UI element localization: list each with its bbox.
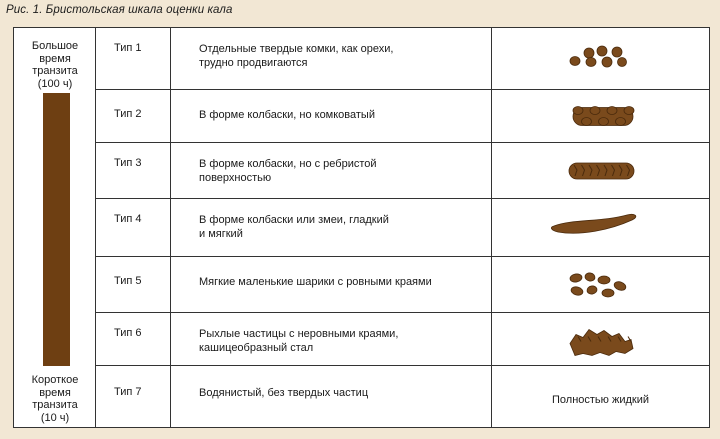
description-line: В форме колбаски, но комковатый xyxy=(199,109,375,121)
type-label: Тип 4 xyxy=(114,213,142,225)
type-cell xyxy=(96,257,171,312)
type-cell xyxy=(96,199,171,256)
description-cell xyxy=(171,90,492,142)
table-row xyxy=(96,257,709,313)
table-row xyxy=(96,143,709,199)
description-cell xyxy=(171,366,492,427)
type-cell xyxy=(96,28,171,89)
description-text xyxy=(199,213,389,241)
table-row xyxy=(96,366,709,427)
short-transit-label: Короткое время транзита (10 ч) xyxy=(31,374,79,424)
soft-blobs-icon xyxy=(492,257,709,313)
description-text xyxy=(199,42,393,70)
mushy-pieces-icon xyxy=(492,313,709,366)
description-text xyxy=(199,386,368,400)
liquid-label: Полностью жидкий xyxy=(552,394,649,406)
type-cell xyxy=(96,313,171,365)
long-transit-label: Большое время транзита (100 ч) xyxy=(31,40,79,90)
description-text xyxy=(199,327,398,355)
type-label: Тип 5 xyxy=(114,275,142,287)
description-cell xyxy=(171,257,492,312)
transit-time-column xyxy=(14,28,96,427)
cracked-sausage-icon xyxy=(492,143,709,199)
illustration-cell xyxy=(492,257,709,312)
description-line: поверхностью xyxy=(199,172,272,184)
illustration-cell xyxy=(492,28,709,89)
bristol-scale-table xyxy=(13,27,710,428)
type-cell xyxy=(96,143,171,198)
illustration-cell xyxy=(492,366,709,427)
illustration-cell xyxy=(492,199,709,256)
type-label: Тип 1 xyxy=(114,42,142,54)
description-cell xyxy=(171,28,492,89)
type-cell xyxy=(96,366,171,427)
description-line: и мягкий xyxy=(199,228,243,240)
type-rows xyxy=(96,28,709,427)
description-line: Мягкие маленькие шарики с ровными краями xyxy=(199,276,432,288)
table-row xyxy=(96,90,709,143)
description-text xyxy=(199,157,377,185)
hard-lumps-icon xyxy=(492,28,709,90)
description-text xyxy=(199,108,375,122)
description-cell xyxy=(171,313,492,365)
lumpy-sausage-icon xyxy=(492,90,709,143)
description-line: В форме колбаски или змеи, гладкий xyxy=(199,214,389,226)
type-label: Тип 7 xyxy=(114,386,142,398)
description-line: кашицеобразный стал xyxy=(199,342,314,354)
description-line: трудно продвигаются xyxy=(199,57,308,69)
description-line: В форме колбаски, но с ребристой xyxy=(199,158,377,170)
type-label: Тип 6 xyxy=(114,327,142,339)
description-cell xyxy=(171,143,492,198)
transit-time-bar xyxy=(43,93,70,366)
table-row xyxy=(96,313,709,366)
illustration-cell xyxy=(492,313,709,365)
description-line: Водянистый, без твердых частиц xyxy=(199,387,369,399)
type-cell xyxy=(96,90,171,142)
type-label: Тип 2 xyxy=(114,108,142,120)
illustration-cell xyxy=(492,143,709,198)
smooth-snake-icon xyxy=(492,199,709,257)
table-row xyxy=(96,199,709,257)
description-line: Рыхлые частицы с неровными краями, xyxy=(199,328,399,340)
table-row xyxy=(96,28,709,90)
type-label: Тип 3 xyxy=(114,157,142,169)
description-text xyxy=(199,275,432,289)
description-line: Отдельные твердые комки, как орехи, xyxy=(199,43,394,55)
figure-caption: Рис. 1. Бристольская шкала оценки кала xyxy=(6,4,233,16)
description-cell xyxy=(171,199,492,256)
illustration-cell xyxy=(492,90,709,142)
